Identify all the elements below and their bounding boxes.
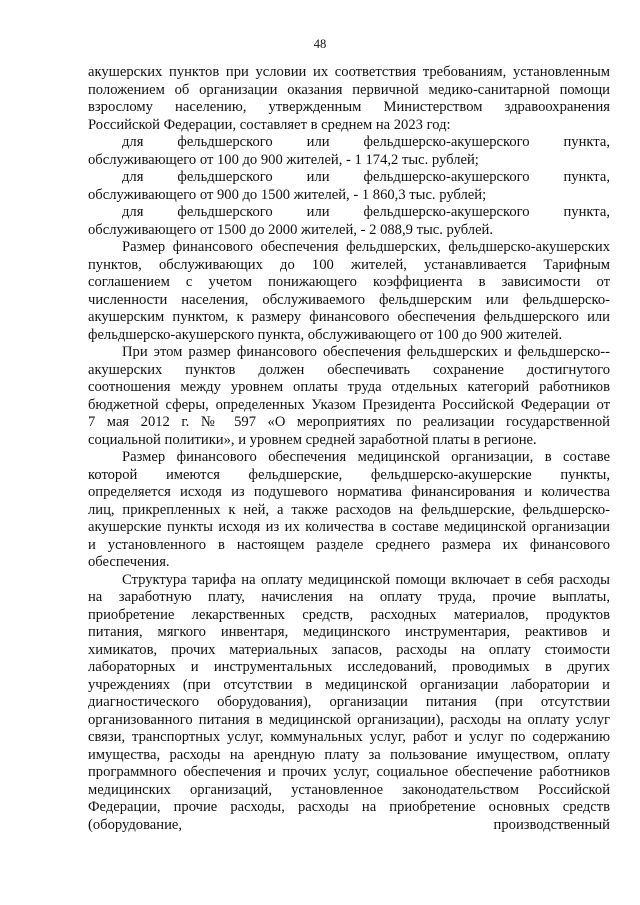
- text-line: фельдшерско-акушерского пункта, обслуживающего от 100 до 900 жителей.: [88, 326, 563, 343]
- list-item: [88, 204, 610, 239]
- text-line: лиц, прикрепленных к ней, а также расходов на фельдшерские, фельдшерско-: [88, 501, 610, 518]
- text-line: обслуживающего от 900 до 1500 жителей, - 1 860,3 тыс. рублей;: [88, 186, 487, 203]
- text-line: Структура тарифа на оплату медицинской помощи включает в себя расходы: [122, 571, 610, 588]
- paragraph: [88, 344, 610, 449]
- text-line: акушерским пунктом, к размеру финансового обеспечения фельдшерского или: [88, 309, 610, 325]
- text-line: обслуживающего от 1500 до 2000 жителей, - 2 088,9 тыс. рублей.: [88, 221, 494, 238]
- text-line: учреждениях (при отсутствии в медицинской организации лаборатории и: [88, 676, 610, 693]
- text-line: Размер финансового обеспечения фельдшерских, фельдшерско-акушерских: [122, 239, 610, 255]
- text-line: программного обеспечения и прочих услуг, социальное обеспечение работников: [88, 764, 610, 780]
- text-line: численности населения, обслуживаемого фельдшерским или фельдшерско-: [88, 291, 610, 308]
- text-line: положением об организации оказания первичной медико-санитарной помощи: [88, 81, 610, 98]
- text-line: (оборудование, производственный: [88, 816, 610, 833]
- text-line: взрослому населению, утвержденным Министерством здравоохранения: [88, 99, 610, 115]
- text-line: связи, транспортных услуг, коммунальных услуг, работ и услуг по содержанию: [88, 729, 610, 745]
- text-line: обеспечения.: [88, 554, 170, 570]
- text-line: которой имеются фельдшерские, фельдшерско-акушерские пункты,: [88, 466, 610, 483]
- text-line: организованного питания в медицинской организации), расходы на оплату услуг: [88, 711, 610, 728]
- text-line: соотношения между уровнем оплаты труда отдельных категорий работников: [88, 379, 610, 395]
- text-line: пунктов, обслуживающих до 100 жителей, устанавливается Тарифным: [88, 256, 610, 273]
- text-line: обслуживающего от 100 до 900 жителей, - 1 174,2 тыс. рублей;: [88, 151, 479, 168]
- text-line: определяется исходя из подушевого норматива финансирования и количества: [88, 484, 610, 500]
- text-line: соглашением с учетом понижающего коэффициента в зависимости от: [88, 274, 610, 290]
- body-text: [88, 64, 610, 834]
- text-line: питания, мягкого инвентаря, медицинского инструментария, реактивов и: [88, 624, 610, 640]
- paragraph: [88, 572, 610, 835]
- list-item: [88, 134, 610, 169]
- text-line: Федерации, прочие расходы, расходы на приобретение основных средств: [88, 799, 610, 815]
- text-line: 7 мая 2012 г. № 597 «О мероприятиях по реализации государственной: [88, 414, 610, 430]
- text-line: приобретение лекарственных средств, расходных материалов, продуктов: [88, 606, 610, 623]
- text-line: акушерских пунктов при условии их соответствия требованиям, установленным: [88, 64, 610, 80]
- list-item: [88, 169, 610, 204]
- text-line: на заработную плату, начисления на оплату труда, прочие выплаты,: [88, 589, 610, 605]
- text-line: для фельдшерского или фельдшерско-акушерского пункта,: [122, 169, 610, 185]
- text-line: химикатов, прочих материальных запасов, расходы на оплату стоимости: [88, 641, 610, 658]
- text-line: для фельдшерского или фельдшерско-акушерского пункта,: [122, 204, 610, 220]
- text-line: Российской Федерации, составляет в среднем на 2023 год:: [88, 116, 451, 133]
- text-line: для фельдшерского или фельдшерско-акушерского пункта,: [122, 134, 610, 150]
- text-line: бюджетной сферы, определенных Указом Президента Российской Федерации от: [88, 396, 610, 413]
- paragraph: [88, 449, 610, 572]
- text-line: акушерских пунктов должен обеспечивать сохранение достигнутого: [88, 361, 610, 378]
- text-line: имущества, расходы на арендную плату за пользование имуществом, оплату: [88, 746, 610, 763]
- text-line: и установленного в настоящем разделе среднего размера их финансового: [88, 536, 610, 553]
- text-line: социальной политики», и уровнем средней заработной платы в регионе.: [88, 431, 537, 448]
- text-line: Размер финансового обеспечения медицинской организации, в составе: [122, 449, 610, 465]
- text-line: При этом размер финансового обеспечения фельдшерских и фельдшерско--: [122, 344, 610, 360]
- text-line: медицинских организаций, установленное законодательством Российской: [88, 781, 610, 798]
- paragraph: [88, 64, 610, 134]
- page-number: 48: [313, 37, 327, 51]
- paragraph: [88, 239, 610, 344]
- text-line: диагностического оборудования), организации питания (при отсутствии: [88, 694, 610, 710]
- text-line: акушерские пункты исходя из их количества в составе медицинской организации: [88, 519, 610, 535]
- text-line: лабораторных и инструментальных исследований, проводимых в других: [88, 659, 610, 675]
